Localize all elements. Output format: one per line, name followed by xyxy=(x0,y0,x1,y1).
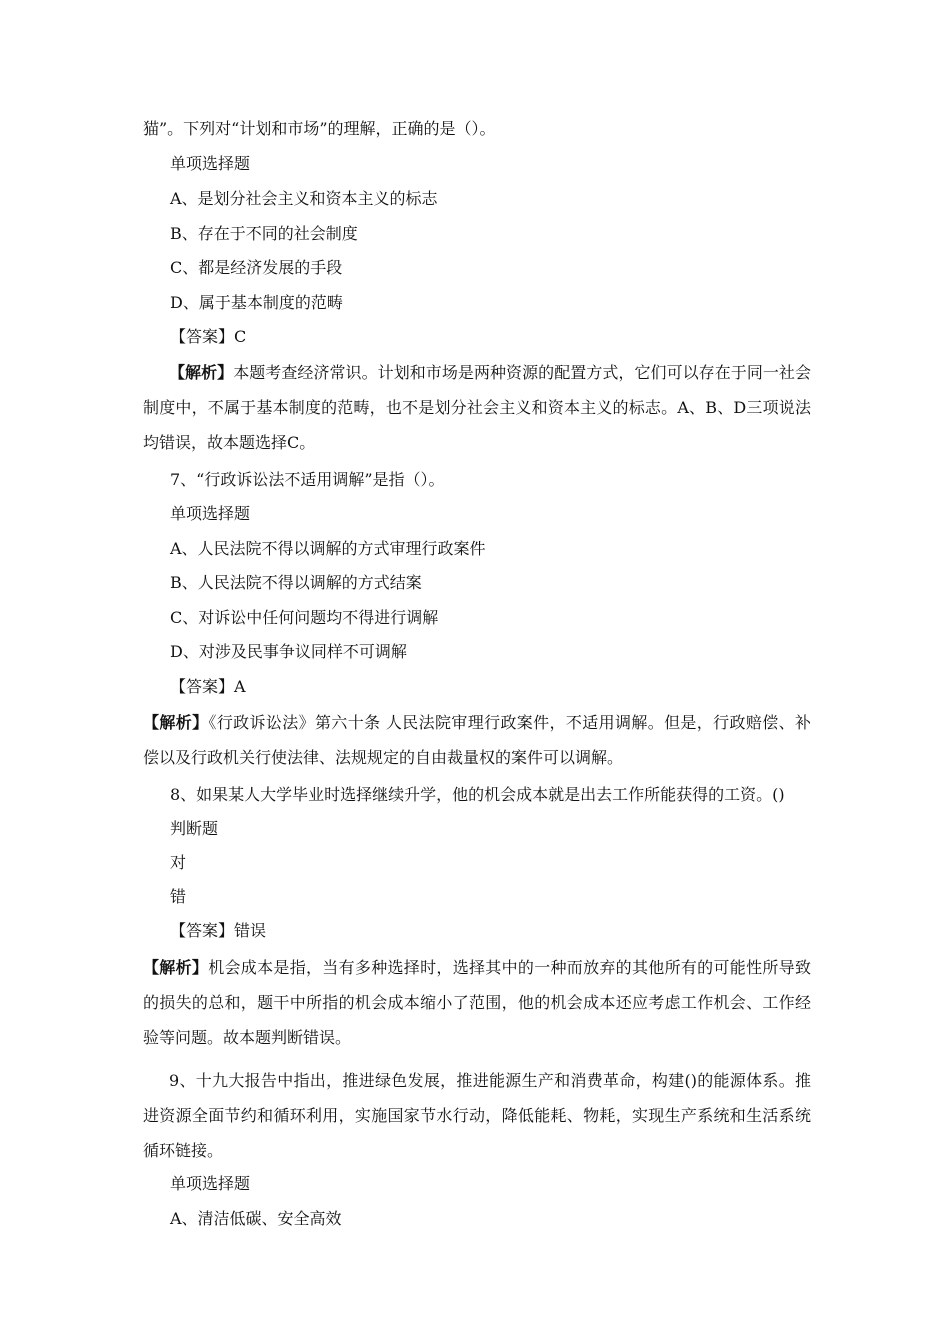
q8-option-false: 错 xyxy=(170,887,187,906)
q6-analysis-label: 【解析】 xyxy=(169,363,234,382)
q7-option-a: A、人民法院不得以调解的方式审理行政案件 xyxy=(170,539,486,558)
q7-type: 单项选择题 xyxy=(170,504,251,523)
q8-analysis-text: 机会成本是指，当有多种选择时，选择其中的一种而放弃的其他所有的可能性所导致的损失的总和，题干中所指的机会成本缩小了范围，他的机会成本还应考虑工作机会、工作经验等问题。故本题判断错误。 xyxy=(143,958,811,1047)
q7-option-b: B、人民法院不得以调解的方式结案 xyxy=(170,573,422,592)
q8-answer: 【答案】错误 xyxy=(170,921,267,940)
q8-analysis xyxy=(143,950,811,1055)
q6-option-a: A、是划分社会主义和资本主义的标志 xyxy=(170,189,438,208)
q9-stem: 9、十九大报告中指出，推进绿色发展，推进能源生产和消费革命，构建()的能源体系。推进资源全面节约和循环利用，实施国家节水行动，降低能耗、物耗，实现生产系统和生活系统循环链接。 xyxy=(143,1071,811,1160)
q7-stem: 7、“行政诉讼法不适用调解”是指（）。 xyxy=(170,470,445,489)
q9-type: 单项选择题 xyxy=(170,1174,251,1193)
q8-type: 判断题 xyxy=(170,819,219,838)
q6-option-b: B、存在于不同的社会制度 xyxy=(170,224,358,243)
q8-stem: 8、如果某人大学毕业时选择继续升学，他的机会成本就是出去工作所能获得的工资。() xyxy=(170,785,785,804)
q7-analysis-label: 【解析】 xyxy=(143,713,209,732)
q6-option-d: D、属于基本制度的范畴 xyxy=(170,293,343,312)
q6-type: 单项选择题 xyxy=(170,154,251,173)
q6-analysis-text: 本题考查经济常识。计划和市场是两种资源的配置方式，它们可以存在于同一社会制度中，不属于基本制度的范畴，也不是划分社会主义和资本主义的标志。A、B、D三项说法均错误，故本题选择C。 xyxy=(143,363,811,452)
q6-stem-tail: 猫”。下列对“计划和市场”的理解，正确的是（）。 xyxy=(143,119,496,138)
q6-analysis xyxy=(143,355,811,460)
q8-analysis-label: 【解析】 xyxy=(143,958,209,977)
q9-option-a: A、清洁低碳、安全高效 xyxy=(170,1209,342,1228)
q7-analysis-text: 《行政诉讼法》第六十条 人民法院审理行政案件，不适用调解。但是，行政赔偿、补偿以及行政机关行使法律、法规规定的自由裁量权的案件可以调解。 xyxy=(143,713,811,767)
q8-option-true: 对 xyxy=(170,853,187,872)
q6-answer: 【答案】C xyxy=(170,327,247,346)
q6-option-c: C、都是经济发展的手段 xyxy=(170,258,343,277)
q7-option-c: C、对诉讼中任何问题均不得进行调解 xyxy=(170,608,439,627)
q7-analysis xyxy=(143,705,811,775)
q7-option-d: D、对涉及民事争议同样不可调解 xyxy=(170,642,407,661)
q7-answer: 【答案】A xyxy=(170,677,246,696)
